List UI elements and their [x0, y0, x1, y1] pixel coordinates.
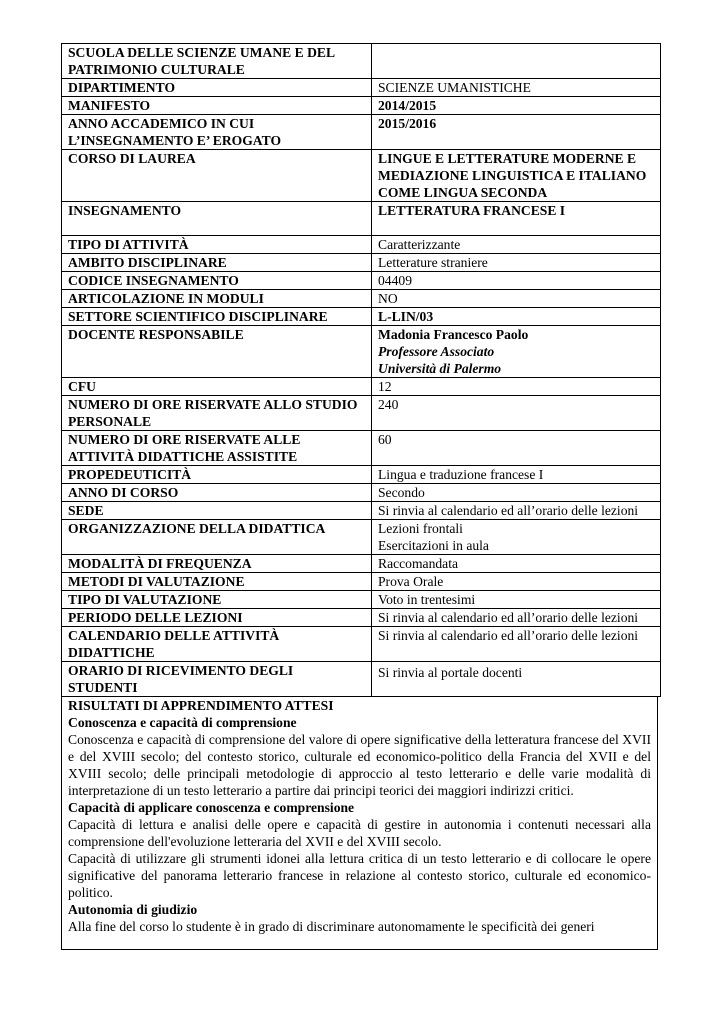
row-value — [372, 396, 661, 431]
row-key: PERIODO DELLE LEZIONI — [62, 609, 372, 627]
row-key: CODICE INSEGNAMENTO — [62, 272, 372, 290]
table-row — [62, 378, 661, 396]
row-value-line: NO — [378, 291, 398, 306]
row-key: ANNO DI CORSO — [62, 484, 372, 502]
row-value-line: L-LIN/03 — [378, 309, 434, 324]
learning-outcomes-title: RISULTATI DI APPRENDIMENTO ATTESI — [68, 698, 334, 713]
row-value-line: LETTERATURA FRANCESE I — [378, 203, 566, 218]
course-info-table — [61, 43, 661, 697]
row-value — [372, 290, 661, 308]
row-key: ANNO ACCADEMICO IN CUI L’INSEGNAMENTO E’ EROGATO — [62, 115, 372, 150]
table-row — [62, 254, 661, 272]
table-row — [62, 396, 661, 431]
row-value — [372, 555, 661, 573]
table-row — [62, 202, 661, 236]
learning-outcomes-content — [62, 697, 657, 935]
row-value — [372, 431, 661, 466]
section-paragraph: Alla fine del corso lo studente è in grado di discriminare autonomamente le specificità dei generi — [68, 919, 595, 934]
row-key: MODALITÀ DI FREQUENZA — [62, 555, 372, 573]
section-heading: Capacità di applicare conoscenza e comprensione — [68, 800, 355, 815]
row-value-line: Università di Palermo — [378, 361, 502, 376]
table-row — [62, 502, 661, 520]
row-value-line: LINGUE E LETTERATURE MODERNE E MEDIAZIONE LINGUISTICA E ITALIANO COME LINGUA SECONDA — [378, 151, 647, 200]
table-row — [62, 115, 661, 150]
table-row — [62, 150, 661, 202]
row-key: DOCENTE RESPONSABILE — [62, 326, 372, 378]
row-key: TIPO DI VALUTAZIONE — [62, 591, 372, 609]
row-value — [372, 466, 661, 484]
row-key: ARTICOLAZIONE IN MODULI — [62, 290, 372, 308]
table-row — [62, 573, 661, 591]
table-row — [62, 431, 661, 466]
row-value-line: Si rinvia al calendario ed all’orario delle lezioni — [378, 503, 639, 518]
row-key: TIPO DI ATTIVITÀ — [62, 236, 372, 254]
table-row — [62, 466, 661, 484]
row-value-line: Prova Orale — [378, 574, 444, 589]
row-value-line: 2014/2015 — [378, 98, 437, 113]
section-paragraph: Capacità di lettura e analisi delle opere e capacità di gestire in autonomia i contenuti necessari alla comprensione dell'evoluzione letteraria del XVII e del XVIII secolo. — [68, 817, 651, 849]
row-value — [372, 573, 661, 591]
row-key: ORGANIZZAZIONE DELLA DIDATTICA — [62, 520, 372, 555]
row-value-line: SCIENZE UMANISTICHE — [378, 80, 531, 95]
row-value-line: Si rinvia al portale docenti — [378, 665, 523, 680]
row-value — [372, 378, 661, 396]
row-key: SEDE — [62, 502, 372, 520]
table-row — [62, 520, 661, 555]
row-key: CORSO DI LAUREA — [62, 150, 372, 202]
row-key: CFU — [62, 378, 372, 396]
row-value — [372, 115, 661, 150]
row-value-line: 240 — [378, 397, 399, 412]
row-value-line: Secondo — [378, 485, 425, 500]
row-value — [372, 591, 661, 609]
row-value — [372, 79, 661, 97]
row-key: NUMERO DI ORE RISERVATE ALLO STUDIO PERSONALE — [62, 396, 372, 431]
row-value-line: Madonia Francesco Paolo — [378, 327, 529, 342]
table-row — [62, 662, 661, 697]
table-row — [62, 326, 661, 378]
row-value — [372, 272, 661, 290]
row-key: SCUOLA DELLE SCIENZE UMANE E DEL PATRIMONIO CULTURALE — [62, 44, 372, 79]
row-key: ORARIO DI RICEVIMENTO DEGLI STUDENTI — [62, 662, 372, 697]
row-value — [372, 202, 661, 236]
row-value — [372, 44, 661, 79]
row-value — [372, 609, 661, 627]
table-row — [62, 272, 661, 290]
row-value-line: Lingua e traduzione francese I — [378, 467, 544, 482]
table-row — [62, 79, 661, 97]
row-value — [372, 484, 661, 502]
row-key: AMBITO DISCIPLINARE — [62, 254, 372, 272]
row-key: DIPARTIMENTO — [62, 79, 372, 97]
table-row — [62, 591, 661, 609]
table-row — [62, 308, 661, 326]
table-row — [62, 555, 661, 573]
row-key: PROPEDEUTICITÀ — [62, 466, 372, 484]
row-key: NUMERO DI ORE RISERVATE ALLE ATTIVITÀ DIDATTICHE ASSISTITE — [62, 431, 372, 466]
row-value — [372, 97, 661, 115]
row-value — [372, 150, 661, 202]
learning-outcomes-box — [61, 696, 658, 950]
row-value — [372, 520, 661, 555]
row-value — [372, 502, 661, 520]
table-row — [62, 609, 661, 627]
row-value-line: 2015/2016 — [378, 116, 437, 131]
row-key: MANIFESTO — [62, 97, 372, 115]
row-value — [372, 627, 661, 662]
section-heading: Autonomia di giudizio — [68, 902, 198, 917]
row-value-line: Voto in trentesimi — [378, 592, 476, 607]
row-value-line: Lezioni frontali — [378, 521, 463, 536]
row-value-line: Si rinvia al calendario ed all’orario delle lezioni — [378, 610, 639, 625]
table-row — [62, 236, 661, 254]
section-paragraph: Capacità di utilizzare gli strumenti idonei alla lettura critica di un testo letterario e di collocare le opere significative del panorama letterario francese in relazione al contesto storico, culturale ed economico-politico. — [68, 851, 651, 900]
table-row — [62, 484, 661, 502]
table-row — [62, 44, 661, 79]
row-key: INSEGNAMENTO — [62, 202, 372, 236]
row-value — [372, 254, 661, 272]
section-paragraph: Conoscenza e capacità di comprensione del valore di opere significative della letteratura francese del XVII e del XVIII secolo; del contesto storico, culturale ed economico-politico della Francia del XVII e del XVIII secolo; delle principali metodologie di approccio al testo letterario e delle varie modalità di interpretazione di un testo letterario a partire dai principi teorici dei maggiori indirizzi critici. — [68, 732, 651, 798]
row-value-line: Raccomandata — [378, 556, 459, 571]
row-value — [372, 662, 661, 697]
row-value-line: Si rinvia al calendario ed all’orario delle lezioni — [378, 628, 639, 643]
row-key: METODI DI VALUTAZIONE — [62, 573, 372, 591]
row-value — [372, 236, 661, 254]
row-value-line: 12 — [378, 379, 392, 394]
row-value — [372, 308, 661, 326]
row-value-line: 60 — [378, 432, 392, 447]
table-row — [62, 627, 661, 662]
row-value-line: Letterature straniere — [378, 255, 488, 270]
row-value-line: Caratterizzante — [378, 237, 461, 252]
row-value-line: Professore Associato — [378, 344, 495, 359]
row-value — [372, 326, 661, 378]
section-heading: Conoscenza e capacità di comprensione — [68, 715, 297, 730]
table-row — [62, 97, 661, 115]
row-value-line: Esercitazioni in aula — [378, 538, 489, 553]
row-value-line: 04409 — [378, 273, 412, 288]
row-key: CALENDARIO DELLE ATTIVITÀ DIDATTICHE — [62, 627, 372, 662]
table-row — [62, 290, 661, 308]
row-key: SETTORE SCIENTIFICO DISCIPLINARE — [62, 308, 372, 326]
